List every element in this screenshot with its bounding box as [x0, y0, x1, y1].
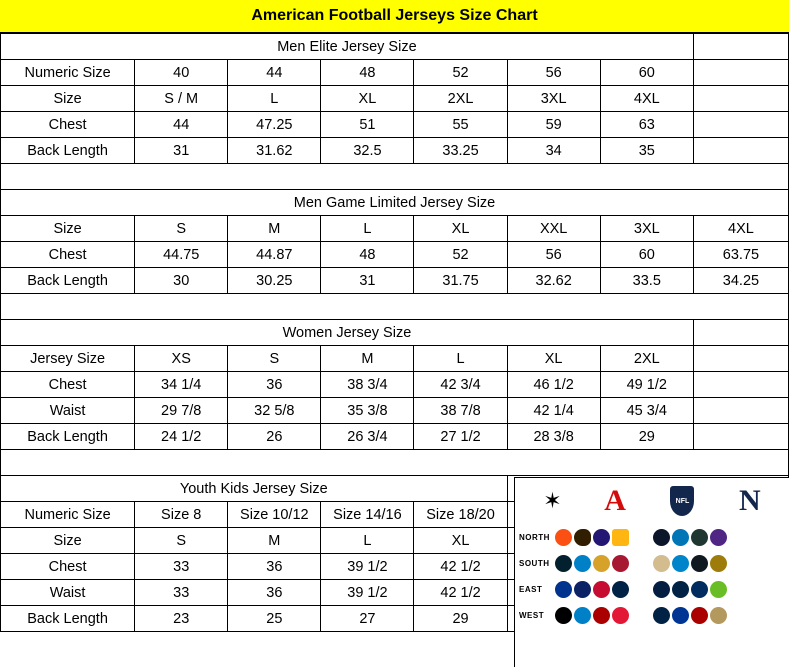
cell: 44.87 [228, 242, 321, 268]
empty-cell [693, 398, 788, 424]
table-row [1, 372, 789, 398]
cell: 31 [321, 268, 414, 294]
cell: XL [414, 216, 507, 242]
cell: S [135, 528, 228, 554]
team-logo-icon [672, 607, 689, 624]
team-logo-icon [653, 581, 670, 598]
cell: 2XL [414, 86, 507, 112]
cell: 33.5 [600, 268, 693, 294]
empty-cell [693, 60, 788, 86]
cell: 30 [135, 268, 228, 294]
cell: 35 3/8 [321, 398, 414, 424]
division-label: EAST [519, 584, 543, 594]
row-label: Back Length [1, 424, 135, 450]
cell: 60 [600, 242, 693, 268]
cell: 33 [135, 580, 228, 606]
cell: 52 [414, 242, 507, 268]
empty-cell [693, 424, 788, 450]
team-logo-icon [593, 607, 610, 624]
nfl-team-logos-panel [514, 477, 789, 667]
cell: 4XL [693, 216, 788, 242]
team-logo-icon [672, 555, 689, 572]
cell: S [135, 216, 228, 242]
table-row [1, 216, 789, 242]
cell: 32.5 [321, 138, 414, 164]
division-row [519, 524, 785, 550]
nfl-star-icon: ✶ [543, 488, 560, 513]
cell: 42 3/4 [414, 372, 507, 398]
cell: 3XL [507, 86, 600, 112]
nfc-team-group [653, 607, 751, 624]
cell: 33 [135, 554, 228, 580]
team-logo-icon [653, 555, 670, 572]
nfl-shield-icon: NFL [670, 486, 694, 516]
cell: 46 1/2 [507, 372, 600, 398]
division-rows [515, 524, 789, 628]
cell: 36 [228, 372, 321, 398]
empty-cell [693, 34, 788, 60]
row-label: Back Length [1, 606, 135, 632]
spacer [1, 450, 789, 476]
section-heading: Men Game Limited Jersey Size [1, 190, 789, 216]
cell: L [321, 216, 414, 242]
cell: XL [414, 528, 507, 554]
division-row [519, 576, 785, 602]
row-label: Chest [1, 242, 135, 268]
cell: XXL [507, 216, 600, 242]
cell: 24 1/2 [135, 424, 228, 450]
cell: 2XL [600, 346, 693, 372]
afc-logo-icon: A [604, 484, 626, 517]
cell: Size 14/16 [321, 502, 414, 528]
cell: 56 [507, 60, 600, 86]
team-logo-icon [574, 607, 591, 624]
cell: 32 5/8 [228, 398, 321, 424]
table-row [1, 86, 789, 112]
cell: 55 [414, 112, 507, 138]
team-logo-icon [593, 555, 610, 572]
cell: M [228, 528, 321, 554]
team-logo-icon [593, 581, 610, 598]
team-logo-icon [691, 607, 708, 624]
cell: Size 10/12 [228, 502, 321, 528]
team-logo-icon [593, 529, 610, 546]
cell: 36 [228, 580, 321, 606]
nfc-team-group [653, 529, 751, 546]
cell: XL [507, 346, 600, 372]
division-label: SOUTH [519, 558, 550, 568]
empty-cell [693, 112, 788, 138]
row-label: Size [1, 86, 135, 112]
cell: 56 [507, 242, 600, 268]
team-logo-icon [691, 529, 708, 546]
cell: L [414, 346, 507, 372]
section-spacer [1, 164, 789, 190]
section-spacer [1, 294, 789, 320]
table-row [1, 242, 789, 268]
section-header-row [1, 34, 789, 60]
team-logo-icon [710, 581, 727, 598]
team-logo-icon [555, 581, 572, 598]
row-label: Chest [1, 372, 135, 398]
table-row [1, 112, 789, 138]
team-logo-icon [574, 529, 591, 546]
cell: 31 [135, 138, 228, 164]
cell: 51 [321, 112, 414, 138]
row-label: Waist [1, 580, 135, 606]
cell: 40 [135, 60, 228, 86]
cell: 29 [600, 424, 693, 450]
cell: 59 [507, 112, 600, 138]
cell: 52 [414, 60, 507, 86]
row-label: Numeric Size [1, 502, 135, 528]
cell: 31.75 [414, 268, 507, 294]
team-logo-icon [710, 529, 727, 546]
cell: L [321, 528, 414, 554]
cell: 42 1/2 [414, 554, 507, 580]
row-label: Jersey Size [1, 346, 135, 372]
section-heading: Youth Kids Jersey Size [1, 476, 508, 502]
row-label: Numeric Size [1, 60, 135, 86]
row-label: Waist [1, 398, 135, 424]
division-label: WEST [519, 610, 545, 620]
team-logo-icon [612, 529, 629, 546]
section-heading: Men Elite Jersey Size [1, 34, 694, 60]
table-row [1, 268, 789, 294]
nfc-logo-icon: N [739, 484, 761, 517]
cell: XL [321, 86, 414, 112]
cell: 42 1/4 [507, 398, 600, 424]
cell: 3XL [600, 216, 693, 242]
table-row [1, 346, 789, 372]
section-header-row [1, 320, 789, 346]
row-label: Back Length [1, 268, 135, 294]
team-logo-icon [710, 555, 727, 572]
empty-cell [693, 372, 788, 398]
row-label: Chest [1, 554, 135, 580]
cell: 48 [321, 242, 414, 268]
table-row [1, 398, 789, 424]
cell: 39 1/2 [321, 554, 414, 580]
afc-team-group [555, 581, 653, 598]
section-header-row [1, 190, 789, 216]
cell: M [321, 346, 414, 372]
cell: 44 [135, 112, 228, 138]
cell: Size 8 [135, 502, 228, 528]
cell: 28 3/8 [507, 424, 600, 450]
cell: 27 1/2 [414, 424, 507, 450]
team-logo-icon [710, 607, 727, 624]
team-logo-icon [555, 555, 572, 572]
division-label: NORTH [519, 532, 550, 542]
table-row [1, 138, 789, 164]
cell: 39 1/2 [321, 580, 414, 606]
empty-cell [693, 346, 788, 372]
team-logo-icon [612, 581, 629, 598]
cell: 38 7/8 [414, 398, 507, 424]
cell: 27 [321, 606, 414, 632]
cell: 33.25 [414, 138, 507, 164]
team-logo-icon [612, 607, 629, 624]
cell: 29 [414, 606, 507, 632]
section-spacer [1, 450, 789, 476]
empty-cell [693, 138, 788, 164]
empty-cell [693, 320, 788, 346]
cell: 36 [228, 554, 321, 580]
cell: 30.25 [228, 268, 321, 294]
empty-cell [693, 86, 788, 112]
cell: 29 7/8 [135, 398, 228, 424]
row-label: Back Length [1, 138, 135, 164]
cell: 25 [228, 606, 321, 632]
cell: 47.25 [228, 112, 321, 138]
cell: 48 [321, 60, 414, 86]
afc-team-group [555, 607, 653, 624]
page-title: American Football Jerseys Size Chart [0, 0, 789, 33]
cell: 60 [600, 60, 693, 86]
table-row [1, 60, 789, 86]
cell: 4XL [600, 86, 693, 112]
team-logo-icon [672, 529, 689, 546]
cell: 32.62 [507, 268, 600, 294]
team-logo-icon [555, 607, 572, 624]
cell: 35 [600, 138, 693, 164]
cell: M [228, 216, 321, 242]
team-logo-icon [574, 555, 591, 572]
cell: 34 [507, 138, 600, 164]
division-row [519, 602, 785, 628]
team-logo-icon [653, 529, 670, 546]
cell: 42 1/2 [414, 580, 507, 606]
cell: 34 1/4 [135, 372, 228, 398]
team-logo-icon [612, 555, 629, 572]
division-row [519, 550, 785, 576]
section-heading: Women Jersey Size [1, 320, 694, 346]
spacer [1, 294, 789, 320]
cell: 31.62 [228, 138, 321, 164]
cell: 44.75 [135, 242, 228, 268]
cell: S / M [135, 86, 228, 112]
cell: 63.75 [693, 242, 788, 268]
cell: 26 3/4 [321, 424, 414, 450]
afc-team-group [555, 529, 653, 546]
cell: 34.25 [693, 268, 788, 294]
team-logo-icon [653, 607, 670, 624]
cell: Size 18/20 [414, 502, 507, 528]
team-logo-icon [672, 581, 689, 598]
cell: 23 [135, 606, 228, 632]
cell: 45 3/4 [600, 398, 693, 424]
cell: L [228, 86, 321, 112]
team-logo-icon [555, 529, 572, 546]
row-label: Size [1, 528, 135, 554]
afc-team-group [555, 555, 653, 572]
team-logo-icon [691, 581, 708, 598]
cell: 63 [600, 112, 693, 138]
cell: S [228, 346, 321, 372]
cell: 44 [228, 60, 321, 86]
cell: XS [135, 346, 228, 372]
row-label: Size [1, 216, 135, 242]
nfc-team-group [653, 581, 751, 598]
team-logo-icon [574, 581, 591, 598]
cell: 38 3/4 [321, 372, 414, 398]
cell: 49 1/2 [600, 372, 693, 398]
spacer [1, 164, 789, 190]
nfc-team-group [653, 555, 751, 572]
team-logo-icon [691, 555, 708, 572]
table-row [1, 424, 789, 450]
cell: 26 [228, 424, 321, 450]
conference-logos-row [515, 478, 789, 524]
row-label: Chest [1, 112, 135, 138]
